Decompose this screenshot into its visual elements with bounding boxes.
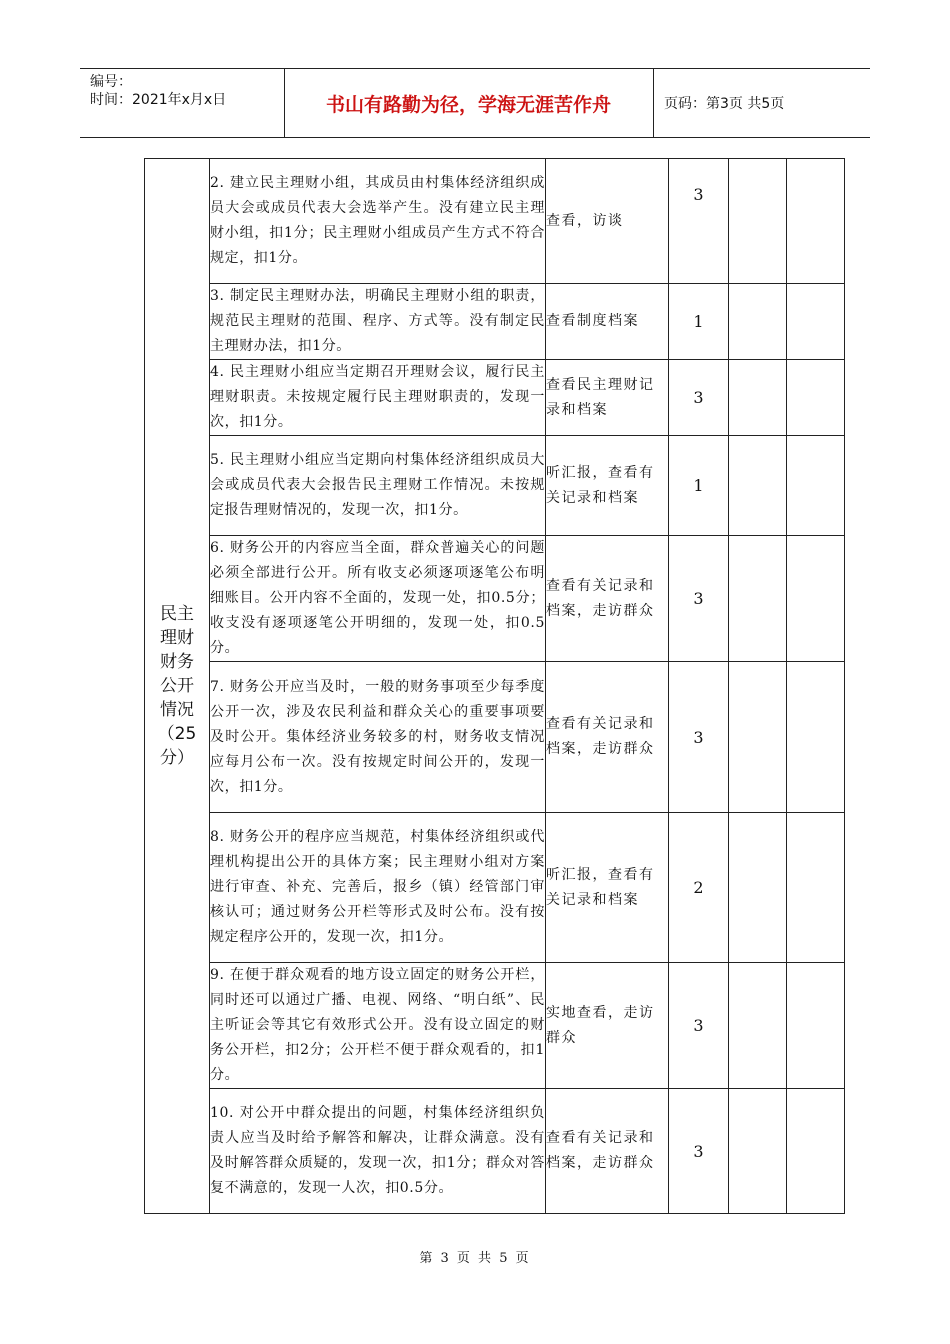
score-cell: 3 <box>669 963 729 1089</box>
number-label: 编号： <box>90 74 132 90</box>
header-page-info: 页码：第3页 共5页 <box>664 96 785 112</box>
criteria-cell: 2. 建立民主理财小组，其成员由村集体经济组织成员大会或成员代表大会选举产生。没有建立民主理财小组，扣1分；民主理财小组成员产生方式不符合规定，扣1分。 <box>210 159 546 284</box>
criteria-cell: 6. 财务公开的内容应当全面，群众普遍关心的问题必须全部进行公开。所有收支必须逐项逐笔公布明细账目。公开内容不全面的，发现一处，扣0.5分；收支没有逐项逐笔公开明细的，发现一处，扣0.5分。 <box>210 536 546 662</box>
category-line: （25 <box>157 724 197 744</box>
criteria-cell: 9. 在便于群众观看的地方设立固定的财务公开栏，同时还可以通过广播、电视、网络、“明白纸”、民主听证会等其它有效形式公开。没有设立固定的财务公开栏，扣2分；公开栏不便于群众观看的，扣1分。 <box>210 963 546 1089</box>
blank-cell <box>787 159 845 284</box>
assessment-table <box>144 158 845 1214</box>
method-cell: 查看有关记录和档案，走访群众 <box>546 1089 669 1214</box>
method-cell: 实地查看，走访群众 <box>546 963 669 1089</box>
page-footer: 第 3 页 共 5 页 <box>419 1251 531 1266</box>
category-cell <box>145 159 210 1214</box>
score-cell: 3 <box>669 662 729 813</box>
table-row <box>145 360 845 436</box>
criteria-cell: 4. 民主理财小组应当定期召开理财会议，履行民主理财职责。未按规定履行民主理财职责的，发现一次，扣1分。 <box>210 360 546 436</box>
score-cell: 3 <box>669 159 729 284</box>
blank-cell <box>729 360 787 436</box>
blank-cell <box>787 662 845 813</box>
blank-cell <box>729 536 787 662</box>
blank-cell <box>729 159 787 284</box>
blank-cell <box>787 1089 845 1214</box>
table-row <box>145 963 845 1089</box>
blank-cell <box>787 963 845 1089</box>
blank-cell <box>787 436 845 536</box>
criteria-cell: 3. 制定民主理财办法，明确民主理财小组的职责，规范民主理财的范围、程序、方式等。没有制定民主理财办法，扣1分。 <box>210 284 546 360</box>
method-cell: 查看，访谈 <box>546 159 669 284</box>
table-row <box>145 536 845 662</box>
score-cell: 3 <box>669 536 729 662</box>
table-row <box>145 159 845 284</box>
blank-cell <box>787 536 845 662</box>
category-line: 分） <box>160 748 194 768</box>
table-row <box>145 1089 845 1214</box>
blank-cell <box>787 360 845 436</box>
blank-cell <box>729 1089 787 1214</box>
score-cell: 1 <box>669 436 729 536</box>
category-line: 理财 <box>160 628 194 648</box>
score-cell: 2 <box>669 813 729 963</box>
method-cell: 查看民主理财记录和档案 <box>546 360 669 436</box>
criteria-cell: 10. 对公开中群众提出的问题，村集体经济组织负责人应当及时给予解答和解决，让群众满意。没有及时解答群众质疑的，发现一次，扣1分；群众对答复不满意的，发现一人次，扣0.5分。 <box>210 1089 546 1214</box>
category-line: 民主 <box>160 604 194 624</box>
blank-cell <box>729 436 787 536</box>
category-line: 财务 <box>160 652 194 672</box>
table-row <box>145 813 845 963</box>
blank-cell <box>787 813 845 963</box>
criteria-cell: 7. 财务公开应当及时，一般的财务事项至少每季度公开一次，涉及农民利益和群众关心的重要事项要及时公开。集体经济业务较多的村，财务收支情况应每月公布一次。没有按规定时间公开的，发现一次，扣1分。 <box>210 662 546 813</box>
document-header <box>80 68 870 138</box>
blank-cell <box>729 963 787 1089</box>
header-meta <box>80 69 285 137</box>
blank-cell <box>787 284 845 360</box>
score-cell: 3 <box>669 360 729 436</box>
method-cell: 查看有关记录和档案，走访群众 <box>546 662 669 813</box>
criteria-cell: 5. 民主理财小组应当定期向村集体经济组织成员大会或成员代表大会报告民主理财工作情况。未按规定报告理财情况的，发现一次，扣1分。 <box>210 436 546 536</box>
category-line: 情况 <box>160 700 194 720</box>
table-row <box>145 284 845 360</box>
method-cell: 听汇报，查看有关记录和档案 <box>546 813 669 963</box>
method-cell: 查看制度档案 <box>546 284 669 360</box>
table-row <box>145 436 845 536</box>
score-cell: 1 <box>669 284 729 360</box>
method-cell: 听汇报，查看有关记录和档案 <box>546 436 669 536</box>
date-label: 时间：2021年x月x日 <box>90 92 227 108</box>
method-cell: 查看有关记录和档案，走访群众 <box>546 536 669 662</box>
criteria-cell: 8. 财务公开的程序应当规范，村集体经济组织或代理机构提出公开的具体方案；民主理财小组对方案进行审查、补充、完善后，报乡（镇）经管部门审核认可；通过财务公开栏等形式及时公布。没有按规定程序公开的，发现一次，扣1分。 <box>210 813 546 963</box>
category-line: 公开 <box>160 676 194 696</box>
blank-cell <box>729 284 787 360</box>
score-cell: 3 <box>669 1089 729 1214</box>
header-motto: 书山有路勤为径，学海无涯苦作舟 <box>284 69 654 137</box>
blank-cell <box>729 662 787 813</box>
blank-cell <box>729 813 787 963</box>
table-row <box>145 662 845 813</box>
